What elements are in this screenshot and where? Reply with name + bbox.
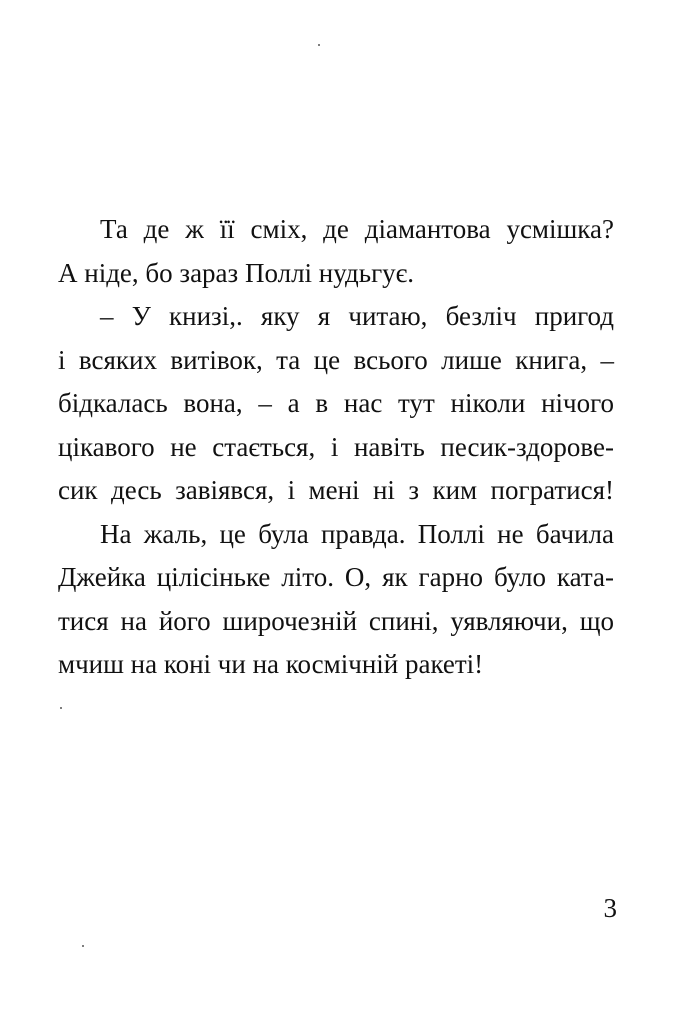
text-line: цікавого не стається, і навіть песик-здорове-	[58, 431, 614, 462]
print-speck	[82, 945, 84, 947]
text-line: На жаль, це була правда. Поллі не бачила	[100, 518, 614, 549]
text-line: мчиш на коні чи на космічній ракеті!	[58, 649, 484, 679]
body-text	[58, 208, 614, 687]
text-line: сик десь завіявся, і мені ні з ким погратися!	[58, 475, 614, 505]
text-line: тися на його широчезній спині, уявляючи, що	[58, 605, 614, 636]
text-line: і всяких витівок, та це всього лише книга, –	[58, 344, 614, 375]
paragraph	[58, 208, 614, 295]
text-line: бідкалась вона, – а в нас тут ніколи нічого	[58, 388, 614, 418]
paragraph	[58, 295, 614, 513]
text-line: Та де ж її сміх, де діамантова усмішка?	[100, 214, 614, 244]
text-line: – У книзі,. яку я читаю, безліч пригод	[100, 301, 614, 331]
paragraph	[58, 513, 614, 687]
print-speck	[318, 44, 320, 46]
page-number: 3	[603, 893, 617, 923]
text-line: Джейка цілісіньке літо. О, як гарно було ката-	[58, 562, 614, 592]
text-line: А ніде, бо зараз Поллі нудьгує.	[58, 257, 415, 288]
print-speck	[60, 707, 62, 709]
